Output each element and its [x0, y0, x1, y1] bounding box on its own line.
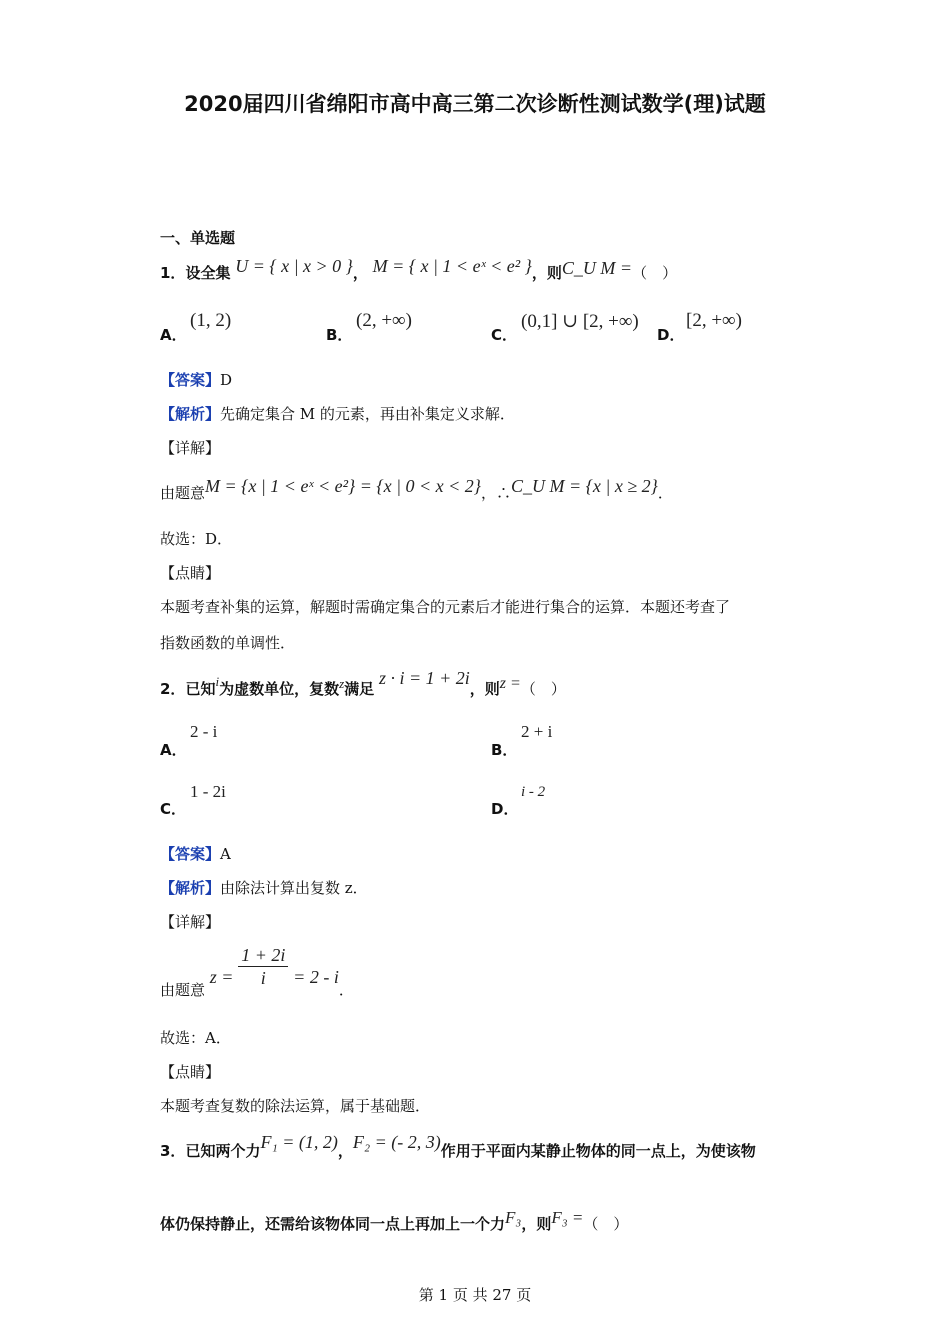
q1-comment-line2: 指数函数的单调性．: [160, 634, 296, 652]
q3-stem-line2: [160, 1208, 629, 1234]
q2-answer-line: [160, 844, 231, 864]
q2-option-b-label: B．: [491, 741, 518, 759]
q2-option-b-value: 2 + i: [521, 722, 553, 741]
q2-comment: 本题考查复数的除法运算，属于基础题．: [160, 1097, 431, 1115]
q3-f3-ask: F₃ =: [551, 1208, 584, 1227]
q1-stem-prefix: 设全集: [185, 264, 231, 282]
q2-option-d-value: i - 2: [521, 784, 546, 800]
page-footer: 第 1 页 共 27 页: [418, 1286, 532, 1304]
q1-answer-tag: 【答案】: [160, 371, 221, 389]
q3-f1: F₁ = (1, 2): [260, 1132, 338, 1152]
q1-analysis-line: [160, 404, 515, 424]
q2-stem-d: ，则: [469, 680, 500, 698]
q2-detail-rhs: = 2 - i: [293, 966, 339, 987]
q3-stem-b: 作用于平面内某静止物体的同一点上，为使该物: [440, 1142, 756, 1160]
q2-answer: A: [220, 845, 231, 863]
q2-detail-prefix: 由题意: [160, 980, 206, 999]
q1-detail-expr2: C_U M = {x | x ≥ 2}: [511, 476, 658, 496]
section-heading: 一、单选题: [160, 229, 236, 247]
q1-set-u: U = { x | x > 0 }: [235, 256, 353, 276]
q2-stem-c: 满足: [344, 680, 375, 698]
document-title: 2020届四川省绵阳市高中高三第二次诊断性测试数学(理)试题: [184, 92, 766, 116]
q3-stem-c: 体仍保持静止，还需给该物体同一点上再加上一个力: [160, 1215, 506, 1233]
q2-paren: （ ）: [520, 680, 566, 698]
q1-paren: （ ）: [632, 264, 678, 282]
q3-number: 3．: [160, 1142, 186, 1160]
q2-detail-numerator: 1 + 2i: [238, 944, 288, 967]
q1-option-d-value: [2, +∞): [686, 310, 742, 331]
q1-comment-tag: 【点睛】: [160, 564, 221, 582]
q3-paren: （ ）: [583, 1215, 629, 1233]
q1-analysis: 先确定集合 M 的元素，再由补集定义求解．: [220, 405, 515, 423]
q3-sep: ，: [337, 1142, 353, 1160]
q3-f2: F₂ = (- 2, 3): [352, 1132, 441, 1152]
q1-detail-expr1: M = {x | 1 < eˣ < e²} = {x | 0 < x < 2}: [205, 476, 482, 496]
q2-number: 2．: [160, 680, 186, 698]
q1-choose: 故选：D．: [160, 530, 233, 548]
q2-detail-lhs: z =: [209, 966, 234, 987]
q2-detail-denominator: i: [260, 968, 266, 988]
q2-analysis-line: [160, 878, 368, 898]
q1-detail-sep: ，∴: [481, 484, 512, 502]
q1-option-a-value: (1, 2): [190, 310, 232, 331]
q1-detail-end: ．: [657, 484, 673, 502]
q1-option-d-label: D．: [657, 326, 685, 344]
q1-set-m: M = { x | 1 < eˣ < e² }: [372, 256, 532, 276]
q1-detail-line: [160, 476, 673, 503]
q1-option-b-value: (2, +∞): [356, 310, 412, 331]
q2-option-a-value: 2 - i: [190, 722, 218, 741]
q1-detail-tag: 【详解】: [160, 439, 221, 457]
q1-ask: C_U M =: [561, 258, 633, 278]
q2-analysis: 由除法计算出复数 z．: [220, 879, 368, 897]
q2-condition: z · i = 1 + 2i: [378, 668, 470, 688]
q2-option-a-label: A．: [160, 741, 187, 759]
q3-stem-line1: [160, 1132, 756, 1161]
q2-stem-b: 为虚数单位，复数: [219, 680, 340, 698]
q1-comma: ，: [352, 264, 368, 282]
q2-detail-end: ．: [338, 980, 354, 999]
q1-stem: [160, 256, 678, 283]
q2-detail-line: [160, 944, 354, 999]
q2-answer-tag: 【答案】: [160, 845, 221, 863]
q3-stem-a: 已知两个力: [185, 1142, 261, 1160]
q2-i-symbol: i: [215, 674, 220, 689]
q1-number: 1．: [160, 264, 186, 282]
q3-f3: F₃: [505, 1208, 522, 1227]
q1-answer-line: [160, 370, 232, 390]
q2-detail-tag: 【详解】: [160, 913, 221, 931]
q1-option-b-label: B．: [326, 326, 353, 344]
q2-choose: 故选：A．: [160, 1029, 231, 1047]
q1-option-c-label: C．: [491, 326, 518, 344]
q1-comment-line1: 本题考查补集的运算，解题时需确定集合的元素后才能进行集合的运算．本题还考查了: [160, 598, 731, 616]
q1-answer: D: [220, 371, 233, 389]
q2-ask: z =: [499, 675, 521, 692]
q2-option-d-label: D．: [491, 800, 519, 818]
q1-detail-prefix: 由题意: [160, 484, 206, 502]
q2-stem-a: 已知: [185, 680, 216, 698]
q1-analysis-tag: 【解析】: [160, 405, 221, 423]
q2-z-symbol: z: [339, 676, 345, 691]
q1-then: ，则: [531, 264, 562, 282]
q3-stem-d: ，则: [521, 1215, 552, 1233]
q2-comment-tag: 【点睛】: [160, 1063, 221, 1081]
q1-option-c-value: (0,1] ∪ [2, +∞): [521, 311, 639, 332]
q2-detail-fraction: [238, 944, 288, 989]
q1-option-a-label: A．: [160, 326, 187, 344]
q2-option-c-label: C．: [160, 800, 187, 818]
q2-option-c-value: 1 - 2i: [190, 782, 226, 801]
q2-stem: [160, 668, 566, 700]
q2-analysis-tag: 【解析】: [160, 879, 221, 897]
